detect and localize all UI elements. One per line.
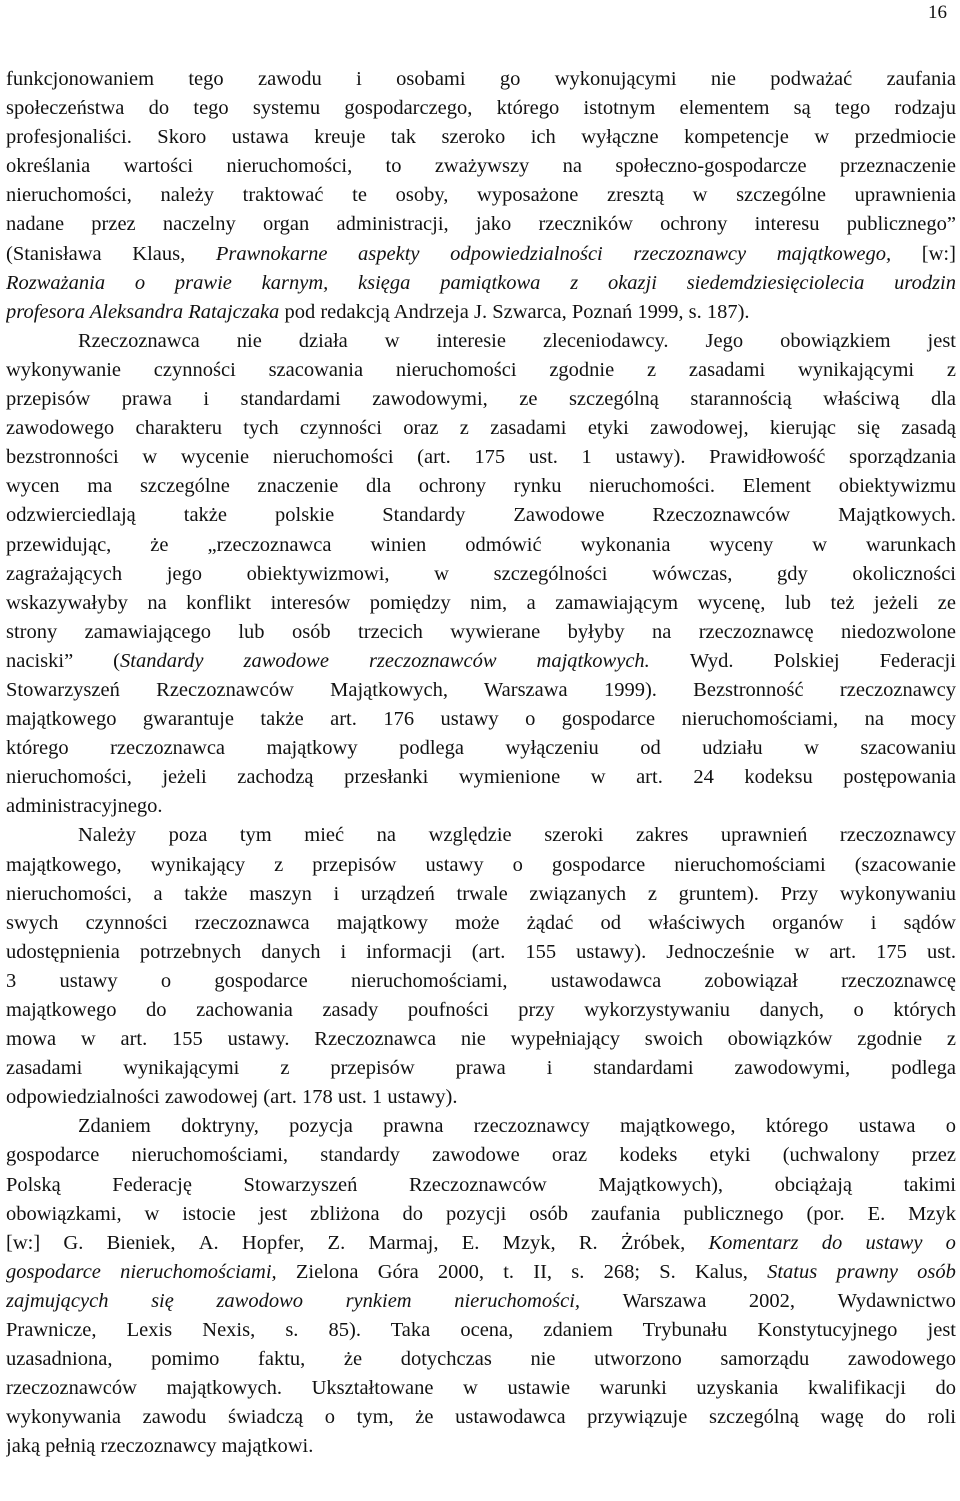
word: Hopfer, <box>241 1231 305 1254</box>
word: o <box>945 1231 956 1254</box>
word: zawodowo <box>216 1289 303 1312</box>
text-segment: nieruchomości, należy traktować te osoby, wyposażone zresztą w szczególne uprawnienia <box>6 184 956 207</box>
text-line <box>6 676 956 705</box>
text-segment: Prawnicze, Lexis Nexis, s. 85). Taka ocena, zdaniem Trybunału Konstytucyjnego jest <box>6 1319 956 1342</box>
word: majątkowego, <box>776 242 892 265</box>
text-line <box>6 705 956 734</box>
word: Mzyk, <box>502 1231 556 1254</box>
text-line <box>6 385 956 414</box>
word: ustawy <box>865 1231 923 1254</box>
word: Komentarz <box>708 1231 799 1254</box>
text-line <box>6 210 956 239</box>
body-text <box>6 65 956 1462</box>
text-segment: funkcjonowaniem tego zawodu i osobami go wykonującymi nie podważać zaufania <box>6 68 956 90</box>
text-line <box>6 938 956 967</box>
word: Zielona <box>295 1260 359 1283</box>
text-line <box>6 1316 956 1345</box>
word: Żróbek, <box>620 1231 686 1254</box>
text-line <box>6 1258 956 1287</box>
text-line <box>6 531 956 560</box>
text-line <box>6 647 956 676</box>
text-line <box>6 472 956 501</box>
text-line <box>6 327 956 356</box>
text-line <box>6 269 956 298</box>
text-segment: gospodarce nieruchomościami, standardy zawodowe oraz kodeks etyki (uchwalony przez <box>6 1144 956 1167</box>
word: gospodarce <box>6 1260 101 1283</box>
text-segment: profesjonaliści. Skoro ustawa kreuje tak szeroko ich wyłączne kompetencje w przedmiocie <box>6 126 956 149</box>
word: [w:] <box>921 242 956 265</box>
text-segment: wycen ma szczególne znaczenie dla ochrony rynku nieruchomości. Element obiektywizmu <box>6 475 956 498</box>
word: majątkowych. <box>536 649 650 672</box>
text-segment: strony zamawiającego lub osób trzecich wywierane byłyby na rzeczoznawcę niedozwolone <box>6 620 956 643</box>
text-line <box>6 240 956 269</box>
text-line <box>6 880 956 909</box>
word: do <box>821 1231 843 1254</box>
text-line <box>6 967 956 996</box>
text-line <box>6 1229 956 1258</box>
word: zawodowe <box>243 649 329 672</box>
text-segment: majątkowego do zachowania zasady poufności przy wykorzystywaniu danych, o których <box>6 999 956 1021</box>
text-line <box>6 1054 956 1083</box>
text-segment: uzasadniona, pomimo faktu, że dotychczas nie utworzono samorządu zawodowego <box>6 1348 956 1371</box>
text-segment: wykonywanie czynności szacowania nieruchomości zgodnie z zasadami wynikającymi z <box>6 358 956 381</box>
text-line <box>6 1403 956 1432</box>
text-segment: zagrażających jego obiektywizmowi, w szczególności wówczas, gdy okoliczności <box>6 562 956 585</box>
text-segment: administracyjnego. <box>6 795 163 818</box>
text-line <box>6 414 956 443</box>
text-line <box>6 821 956 850</box>
text-segment: rzeczoznawców majątkowych. Ukształtowane w ustawie warunki uzyskania kwalifikacji do <box>6 1377 956 1400</box>
text-line <box>6 298 956 327</box>
word: się <box>151 1289 174 1312</box>
text-segment: obowiązkami, w istocie jest zbliżona do pozycji osób zaufania publicznego (por. E. Mzyk <box>6 1202 956 1225</box>
text-line <box>6 618 956 647</box>
word: aspekty <box>358 242 420 265</box>
text-segment: przewidując, że „rzeczoznawca winien odmówić wykonania wyceny w warunkach <box>6 533 956 556</box>
word: 2000, <box>437 1260 485 1283</box>
word: Wyd. <box>689 649 734 672</box>
text-segment: którego rzeczoznawca majątkowy podlega wyłączeniu od udziału w szacowaniu <box>6 737 956 760</box>
text-segment: majątkowego, wynikający z przepisów ustawy o gospodarce nieruchomościami (szacowanie <box>6 853 956 876</box>
text-line <box>6 1112 956 1141</box>
word: A. <box>198 1231 219 1254</box>
word: s. <box>571 1260 585 1283</box>
text-line <box>6 1200 956 1229</box>
text-line <box>6 152 956 181</box>
word: G. <box>63 1231 84 1254</box>
text-line <box>6 123 956 152</box>
page-number: 16 <box>928 2 947 23</box>
text-line <box>6 181 956 210</box>
text-segment: majątkowego gwarantuje także art. 176 ustawy o gospodarce nieruchomościami, na mocy <box>6 708 956 731</box>
word: [w:] <box>6 1231 41 1254</box>
text-segment: wykonywania zawodu świadczą o tym, że ustawodawca przywiązuje szczególną wagę do roli <box>6 1406 956 1429</box>
text-line <box>6 734 956 763</box>
word: 268; <box>603 1260 641 1283</box>
text-segment: określania wartości nieruchomości, to zważywszy na społeczno-gospodarcze przeznaczenie <box>6 155 956 178</box>
text-line <box>6 1432 956 1461</box>
text-line <box>6 589 956 618</box>
text-line <box>6 851 956 880</box>
text-segment: nieruchomości, jeżeli zachodzą przesłanki wymienione w art. 24 kodeksu postępowania <box>6 766 956 789</box>
text-line <box>6 1025 956 1054</box>
text-segment: Stowarzyszeń Rzeczoznawców Majątkowych, Warszawa 1999). Bezstronność rzeczoznawcy <box>6 678 956 701</box>
word: Prawnokarne <box>215 242 328 265</box>
word: Wydawnictwo <box>837 1289 956 1312</box>
text-segment: swych czynności rzeczoznawca majątkowy może żądać od właściwych organów i sądów <box>6 911 956 934</box>
italic-text-segment: profesora Aleksandra Ratajczaka <box>6 300 280 323</box>
word: Kalus, <box>694 1260 748 1283</box>
word: Polskiej <box>773 649 840 672</box>
text-segment: zawodowego charakteru tych czynności oraz z zasadami etyki zawodowej, kierując się zasadą <box>6 417 956 440</box>
text-segment: pod redakcją Andrzeja J. Szwarca, Poznań 1999, s. 187). <box>279 300 750 323</box>
text-line <box>6 443 956 472</box>
word: naciski” <box>6 649 74 672</box>
text-segment: Zdaniem doktryny, pozycja prawna rzeczoznawcy majątkowego, którego ustawa o <box>78 1115 956 1138</box>
text-segment: Polską Federację Stowarzyszeń Rzeczoznawców Majątkowych), obciążają takimi <box>6 1173 956 1196</box>
text-segment: Rzeczoznawca nie działa w interesie zleceniodawcy. Jego obowiązkiem jest <box>78 329 956 352</box>
word: nieruchomościami, <box>120 1260 277 1283</box>
word: R. <box>578 1231 598 1254</box>
word: Marmaj, <box>368 1231 439 1254</box>
text-segment: nieruchomości, a także maszyn i urządzeń trwale związanych z gruntem). Przy wykonywaniu <box>6 882 956 905</box>
text-line <box>6 560 956 589</box>
text-line <box>6 996 956 1025</box>
text-line <box>6 1083 956 1112</box>
word: (Stanisława <box>6 242 102 265</box>
word: Status <box>767 1260 818 1283</box>
word: Góra <box>377 1260 419 1283</box>
text-segment: zasadami wynikającymi z przepisów prawa i standardami zawodowymi, podlega <box>6 1057 956 1080</box>
text-line <box>6 501 956 530</box>
word: odpowiedzialności <box>450 242 603 265</box>
word: E. <box>461 1231 480 1254</box>
text-segment: przepisów prawa i standardami zawodowymi, ze szczególną starannością właściwą dla <box>6 388 956 411</box>
word: II, <box>533 1260 553 1283</box>
text-line <box>6 1287 956 1316</box>
word: Z. <box>327 1231 346 1254</box>
text-line <box>6 792 956 821</box>
word: rzeczoznawcy <box>633 242 747 265</box>
text-segment: mowa w art. 155 ustawy. Rzeczoznawca nie wypełniający swoich obowiązków zgodnie z <box>6 1028 956 1051</box>
italic-text-segment: Rozważania o prawie karnym, księga pamiątkowa z okazji siedemdziesięciolecia urodzin <box>6 271 956 294</box>
text-line <box>6 356 956 385</box>
word: S. <box>659 1260 676 1283</box>
text-line <box>6 909 956 938</box>
text-segment: nadane przez naczelny organ administracji, jako rzeczników ochrony interesu publicznego” <box>6 213 956 236</box>
word: Bieniek, <box>106 1231 176 1254</box>
text-segment: odpowiedzialności zawodowej (art. 178 ust. 1 ustawy). <box>6 1086 458 1109</box>
text-line <box>6 1374 956 1403</box>
word: prawny <box>836 1260 898 1283</box>
word: rzeczoznawców <box>368 649 497 672</box>
text-line <box>6 1345 956 1374</box>
text-segment: jaką pełnią rzeczoznawcy majątkowi. <box>6 1435 314 1458</box>
text-segment: bezstronności w wycenie nieruchomości (art. 175 ust. 1 ustawy). Prawidłowość sporządzania <box>6 446 956 469</box>
word: t. <box>503 1260 515 1283</box>
text-line <box>6 1141 956 1170</box>
text-segment: odzwierciedlają także polskie Standardy Zawodowe Rzeczoznawców Majątkowych. <box>6 504 956 527</box>
text-line <box>6 65 956 94</box>
text-segment: Należy poza tym mieć na względzie szeroki zakres uprawnień rzeczoznawcy <box>78 824 956 847</box>
word: Klaus, <box>132 242 186 265</box>
word: (Standardy <box>113 649 204 672</box>
word: 2002, <box>748 1289 796 1312</box>
word: zajmujących <box>6 1289 109 1312</box>
text-segment: wskazywałyby na konflikt interesów pomiędzy nim, a zamawiającym wycenę, lub też jeżeli ze <box>6 591 956 614</box>
text-segment: 3 ustawy o gospodarce nieruchomościami, ustawodawca zobowiązał rzeczoznawcę <box>6 969 956 992</box>
text-line <box>6 94 956 123</box>
text-segment: udostępnienia potrzebnych danych i informacji (art. 155 ustawy). Jednocześnie w art. 175 ust. <box>6 940 956 963</box>
word: rynkiem <box>345 1289 412 1312</box>
word: osób <box>917 1260 956 1283</box>
text-line <box>6 763 956 792</box>
word: Federacji <box>879 649 956 672</box>
word: Warszawa <box>622 1289 707 1312</box>
text-line <box>6 1171 956 1200</box>
word: nieruchomości, <box>454 1289 581 1312</box>
text-segment: społeczeństwa do tego systemu gospodarczego, którego istotnym elementem są tego rodzaju <box>6 97 956 120</box>
